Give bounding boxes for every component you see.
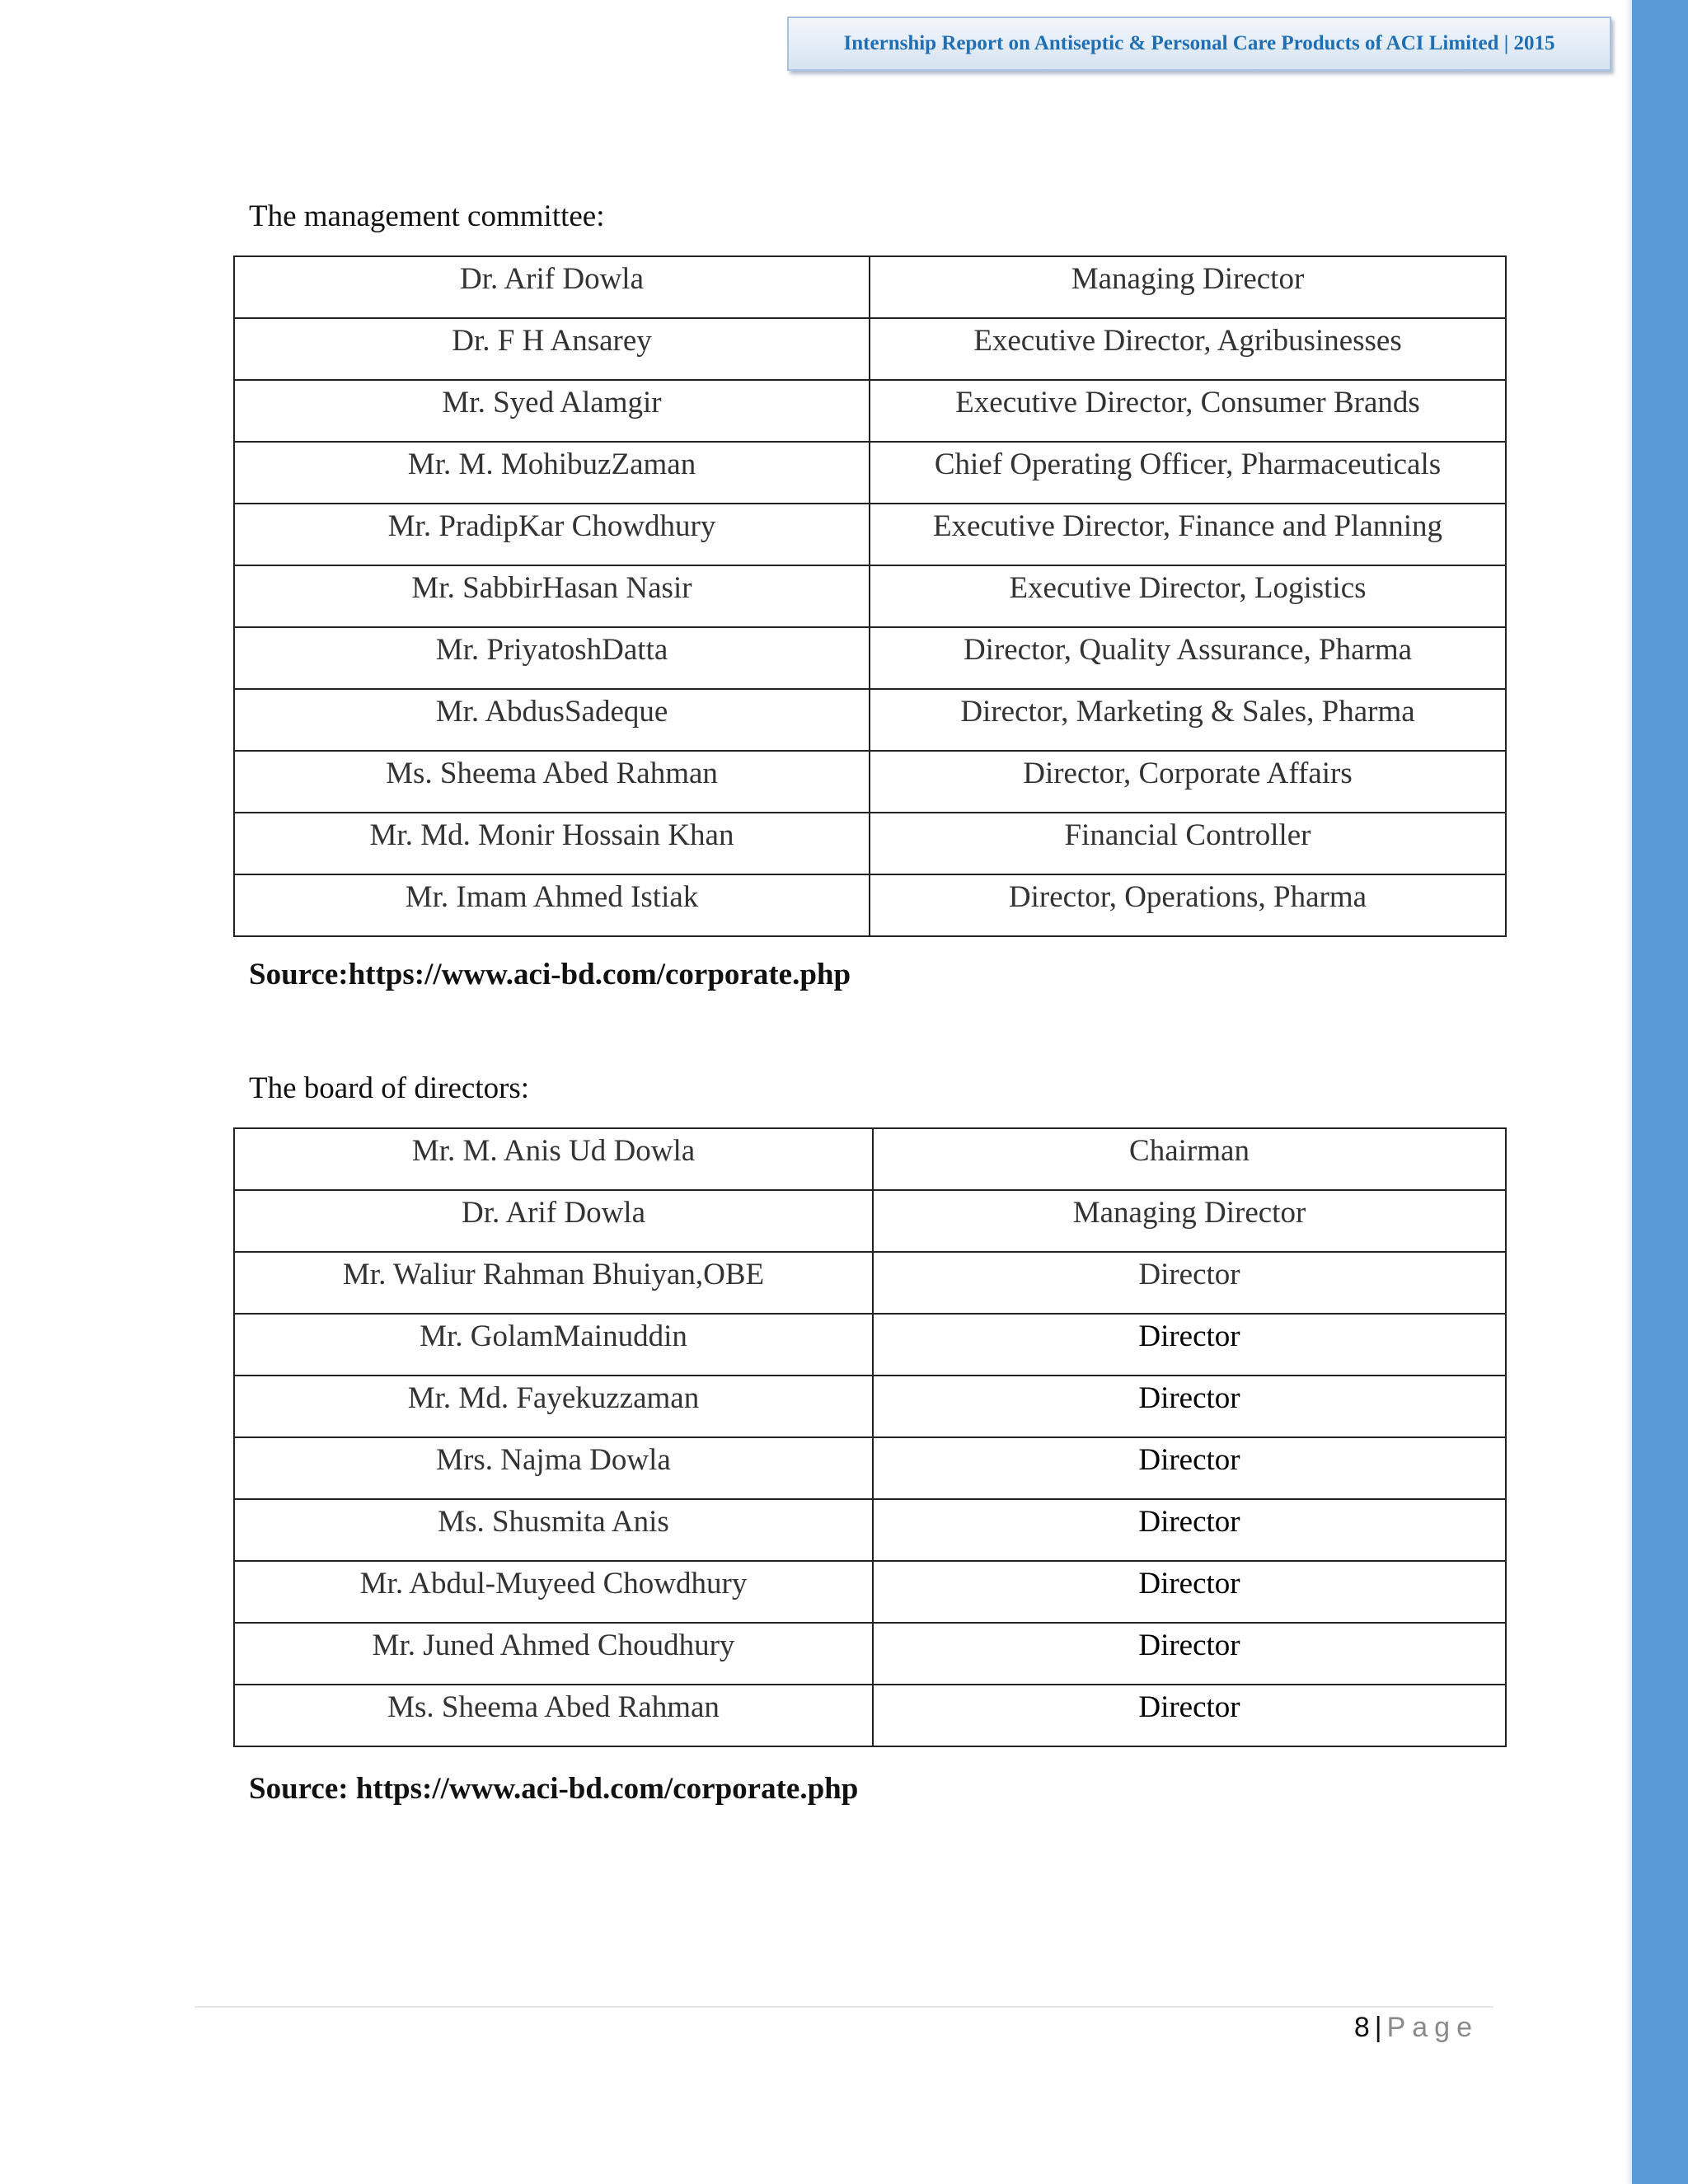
side-bar-shadow	[1625, 0, 1632, 2184]
board-source: Source: https://www.aci-bd.com/corporate.php	[249, 1772, 859, 1806]
member-name: Mr. GolamMainuddin	[234, 1314, 873, 1376]
member-name: Ms. Shusmita Anis	[234, 1499, 873, 1561]
table-row	[234, 256, 1506, 318]
table-row	[234, 1128, 1506, 1190]
side-accent-bar	[1632, 0, 1688, 2184]
member-name: Mr. PriyatoshDatta	[234, 627, 870, 689]
member-name: Mr. Waliur Rahman Bhuiyan,OBE	[234, 1252, 873, 1314]
member-name: Mr. Md. Fayekuzzaman	[234, 1376, 873, 1437]
member-role: Director, Quality Assurance, Pharma	[870, 627, 1506, 689]
table-row	[234, 1376, 1506, 1437]
table-row	[234, 751, 1506, 813]
member-role: Director	[873, 1623, 1506, 1685]
board-of-directors-label: The board of directors:	[249, 1071, 530, 1105]
member-role: Managing Director	[873, 1190, 1506, 1252]
table-row	[234, 380, 1506, 442]
member-name: Dr. Arif Dowla	[234, 1190, 873, 1252]
member-role: Director	[873, 1499, 1506, 1561]
table-row	[234, 689, 1506, 751]
header-title: Internship Report on Antiseptic & Personal Care Products of ACI Limited | 2015	[843, 32, 1555, 54]
page-number	[1354, 2012, 1479, 2044]
member-role: Director, Marketing & Sales, Pharma	[870, 689, 1506, 751]
table-row	[234, 442, 1506, 504]
member-role: Director	[873, 1252, 1506, 1314]
member-name: Mr. PradipKar Chowdhury	[234, 504, 870, 565]
member-name: Mrs. Najma Dowla	[234, 1437, 873, 1499]
member-role: Financial Controller	[870, 813, 1506, 874]
table-row	[234, 1685, 1506, 1746]
page-header	[787, 16, 1611, 71]
page-number-separator: |	[1374, 2012, 1382, 2043]
table-row	[234, 874, 1506, 936]
member-role: Director	[873, 1376, 1506, 1437]
table-row	[234, 1499, 1506, 1561]
member-name: Ms. Sheema Abed Rahman	[234, 751, 870, 813]
member-role: Executive Director, Finance and Planning	[870, 504, 1506, 565]
member-name: Mr. Imam Ahmed Istiak	[234, 874, 870, 936]
member-role: Managing Director	[870, 256, 1506, 318]
member-role: Chief Operating Officer, Pharmaceuticals	[870, 442, 1506, 504]
member-name: Dr. F H Ansarey	[234, 318, 870, 380]
management-source: Source:https://www.aci-bd.com/corporate.php	[249, 958, 851, 991]
board-of-directors-table	[233, 1127, 1507, 1747]
member-role: Director	[873, 1314, 1506, 1376]
table-row	[234, 813, 1506, 874]
table-row	[234, 1252, 1506, 1314]
member-role: Chairman	[873, 1128, 1506, 1190]
member-name: Mr. SabbirHasan Nasir	[234, 565, 870, 627]
member-name: Mr. Md. Monir Hossain Khan	[234, 813, 870, 874]
page-word: Page	[1386, 2012, 1479, 2043]
member-name: Mr. AbdusSadeque	[234, 689, 870, 751]
member-role: Director	[873, 1685, 1506, 1746]
member-name: Mr. Syed Alamgir	[234, 380, 870, 442]
member-role: Director	[873, 1437, 1506, 1499]
member-name: Dr. Arif Dowla	[234, 256, 870, 318]
table-row	[234, 627, 1506, 689]
management-committee-table	[233, 255, 1507, 937]
table-row	[234, 1623, 1506, 1685]
footer-divider	[195, 2006, 1493, 2008]
member-role: Executive Director, Agribusinesses	[870, 318, 1506, 380]
table-row	[234, 1561, 1506, 1623]
member-name: Ms. Sheema Abed Rahman	[234, 1685, 873, 1746]
member-role: Director, Operations, Pharma	[870, 874, 1506, 936]
table-row	[234, 1437, 1506, 1499]
member-role: Director, Corporate Affairs	[870, 751, 1506, 813]
member-name: Mr. Abdul-Muyeed Chowdhury	[234, 1561, 873, 1623]
table-row	[234, 1190, 1506, 1252]
member-role: Executive Director, Logistics	[870, 565, 1506, 627]
table-row	[234, 318, 1506, 380]
table-row	[234, 565, 1506, 627]
member-name: Mr. Juned Ahmed Choudhury	[234, 1623, 873, 1685]
table-row	[234, 504, 1506, 565]
table-row	[234, 1314, 1506, 1376]
member-role: Executive Director, Consumer Brands	[870, 380, 1506, 442]
management-committee-label: The management committee:	[249, 199, 605, 233]
member-role: Director	[873, 1561, 1506, 1623]
page-number-value: 8	[1353, 2012, 1370, 2043]
member-name: Mr. M. Anis Ud Dowla	[234, 1128, 873, 1190]
member-name: Mr. M. MohibuzZaman	[234, 442, 870, 504]
